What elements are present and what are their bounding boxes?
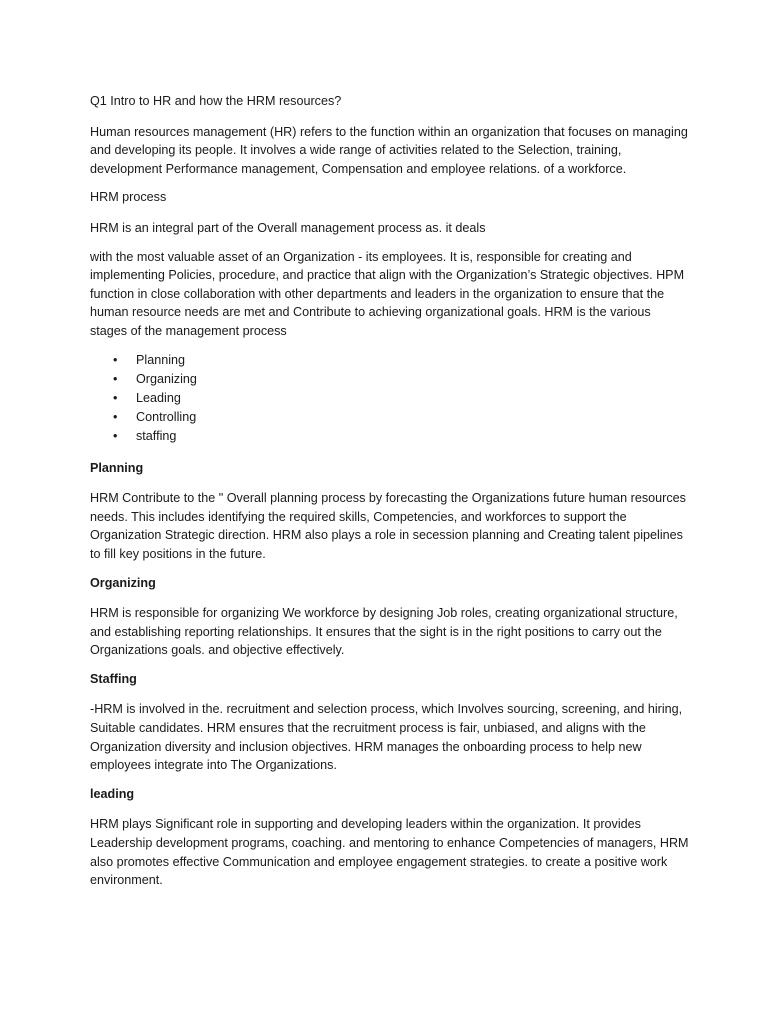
hrm-process-intro: HRM is an integral part of the Overall management process as. it deals [90, 220, 486, 235]
organizing-paragraph: HRM is responsible for organizing We workforce by designing Job roles, creating organizational structure, and establishing reporting relationships. It ensures that the sight is in the right positions to carry out the Organizations goals. and objective effectively. [90, 606, 678, 658]
bullet-icon: • [113, 429, 118, 444]
list-item-label: staffing [136, 429, 177, 444]
staffing-paragraph: -HRM is involved in the. recruitment and selection process, which Involves sourcing, screening, and hiring, Suitable candidates. HRM ensures that the recruitment process is fair, unbiased, and aligns with the Organization diversity and inclusion objectives. HRM manages the onboarding process to help new employees integrate into The Organizations. [90, 702, 683, 773]
question-title: Q1 Intro to HR and how the HRM resources? [90, 94, 342, 108]
list-item [90, 351, 690, 370]
planning-heading: Planning [90, 460, 144, 475]
list-item-label: Controlling [136, 410, 197, 425]
hrm-process-paragraph: with the most valuable asset of an Organization - its employees. It is, responsible for creating and implementing Policies, procedure, and practice that align with the Organization’s Strategic objectives. HPM function in close collaboration with other departments and leaders in the organization to ensure that the human resource needs are met and Contribute to achieving organizational goals. HRM is the various stages of the management process [90, 249, 685, 338]
hrm-process-heading: HRM process [90, 190, 167, 205]
bullet-icon: • [113, 352, 118, 367]
list-item [90, 389, 690, 408]
planning-paragraph: HRM Contribute to the " Overall planning process by forecasting the Organizations future human resources needs. This includes identifying the required skills, Competencies, and workforces to support the Organization Strategic direction. HRM also plays a role in secession planning and Creating talent pipelines to fill key positions in the future. [90, 491, 686, 561]
list-item [90, 427, 690, 446]
document-body [90, 92, 690, 900]
staffing-heading: Staffing [90, 671, 137, 686]
intro-paragraph: Human resources management (HR) refers to the function within an organization that focuses on managing and developing its people. It involves a wide range of activities related to the Selection, training, development Performance management, Compensation and employee relations. of a workforce. [90, 124, 688, 176]
list-item [90, 408, 690, 427]
list-item-label: Planning [136, 352, 186, 367]
list-item [90, 370, 690, 389]
bullet-icon: • [113, 371, 118, 386]
leading-heading: leading [90, 786, 135, 801]
list-item-label: Leading [136, 390, 181, 405]
list-item-label: Organizing [136, 371, 197, 386]
bullet-icon: • [113, 410, 118, 425]
bullet-icon: • [113, 390, 118, 405]
organizing-heading: Organizing [90, 575, 156, 590]
leading-paragraph: HRM plays Significant role in supporting and developing leaders within the organization. It provides Leadership development programs, coaching. and mentoring to enhance Competencies of managers, HRM also promotes effective Communication and employee engagement strategies. to create a positive work environment. [90, 817, 689, 888]
management-stages-list [90, 351, 690, 447]
